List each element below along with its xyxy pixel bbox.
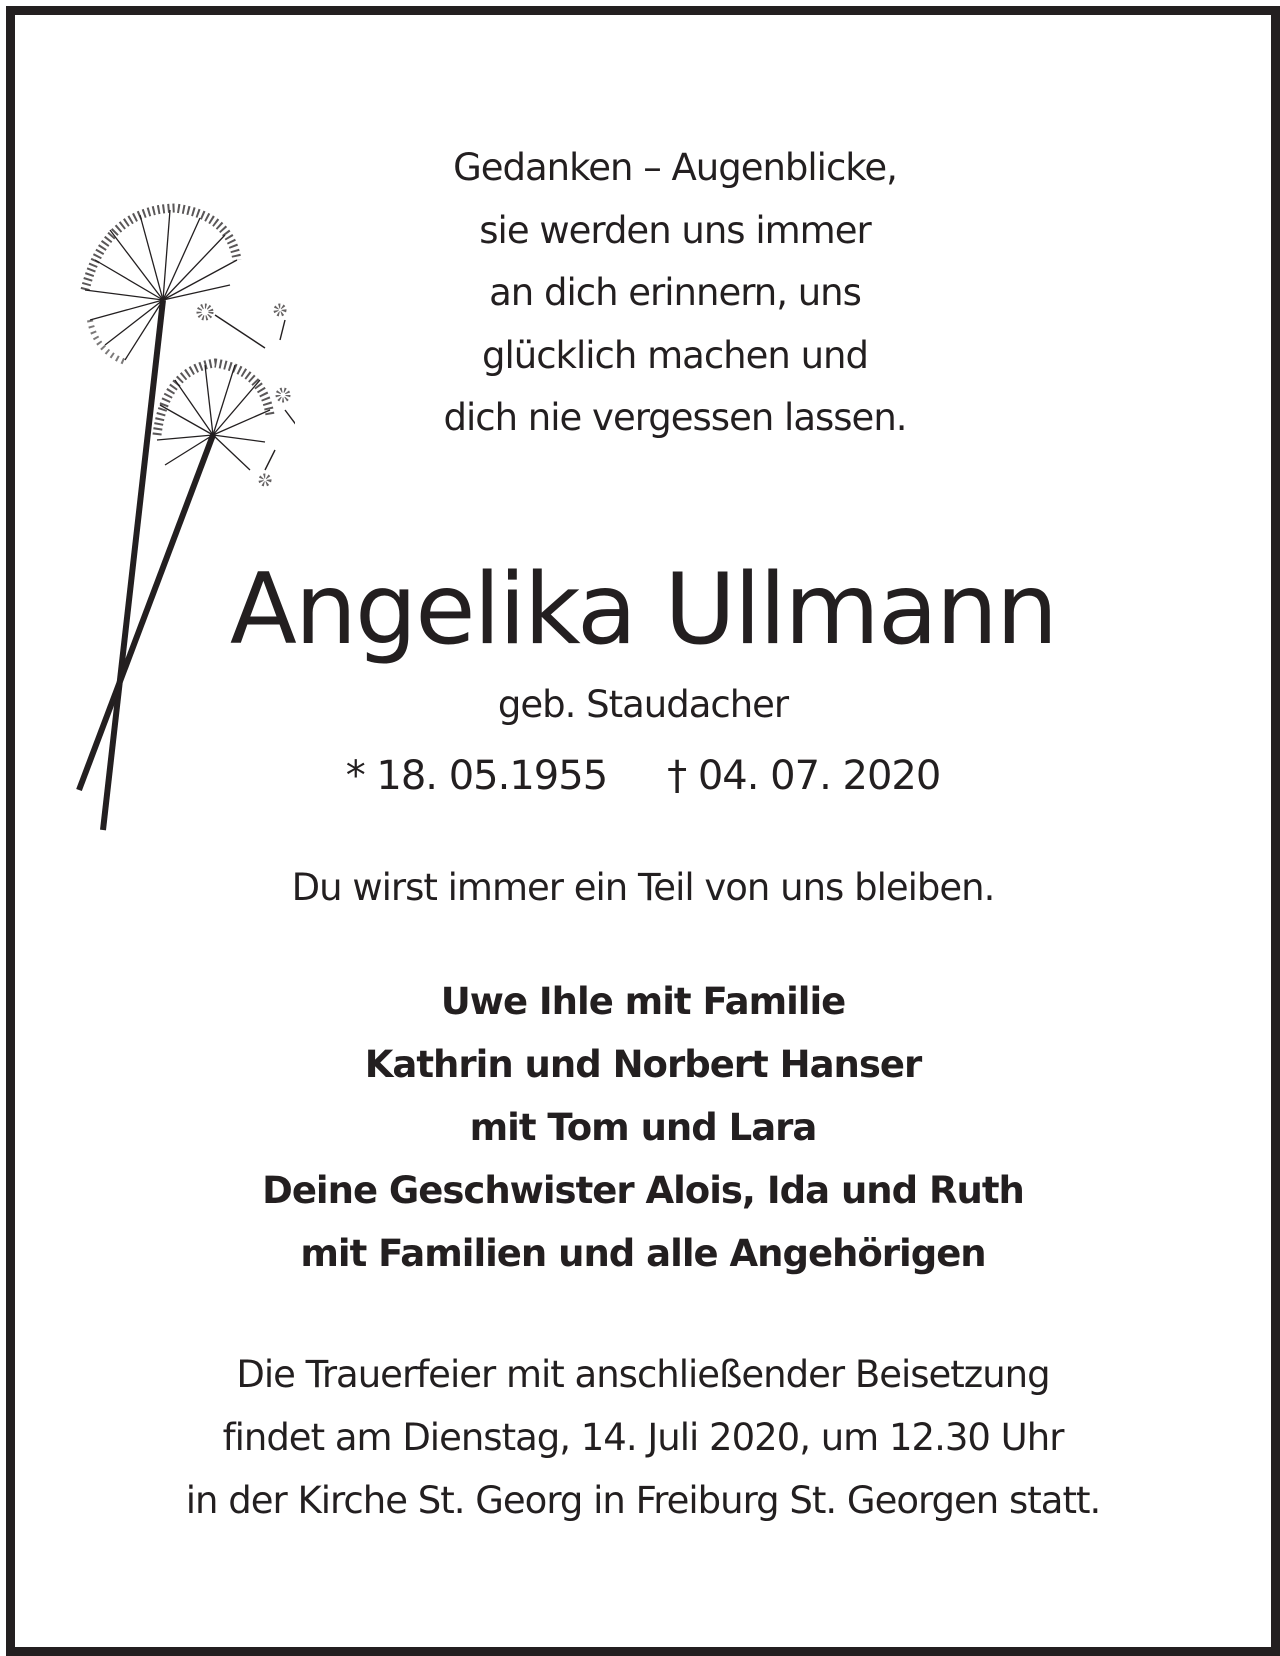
funeral-line: Die Trauerfeier mit anschließender Beisetzung — [236, 1353, 1050, 1396]
death-date: † 04. 07. 2020 — [667, 753, 941, 799]
funeral-line: in der Kirche St. Georg in Freiburg St. Georgen statt. — [185, 1479, 1101, 1522]
funeral-notice — [15, 1343, 1271, 1532]
motto: Du wirst immer ein Teil von uns bleiben. — [291, 866, 995, 909]
mourner-line: Deine Geschwister Alois, Ida und Ruth — [262, 1169, 1024, 1212]
poem-line: dich nie vergessen lassen. — [443, 396, 907, 439]
poem-line: glücklich machen und — [482, 333, 868, 377]
obituary-frame — [6, 6, 1280, 1656]
maiden-name: geb. Staudacher — [497, 683, 789, 726]
poem — [275, 137, 1075, 450]
funeral-line: findet am Dienstag, 14. Juli 2020, um 12.30 Uhr — [222, 1416, 1064, 1459]
poem-line: sie werden uns immer — [479, 208, 871, 252]
birth-date: * 18. 05.1955 — [345, 753, 608, 799]
poem-line: an dich erinnern, uns — [489, 271, 861, 314]
mourners-list — [15, 970, 1271, 1285]
poem-line: Gedanken – Augenblicke, — [453, 146, 897, 189]
mourner-line: Kathrin und Norbert Hanser — [364, 1043, 922, 1086]
life-dates — [15, 750, 1271, 802]
mourner-line: mit Familien und alle Angehörigen — [300, 1232, 986, 1275]
mourner-line: Uwe Ihle mit Familie — [440, 980, 846, 1023]
deceased-name: Angelika Ullmann — [229, 553, 1057, 667]
mourner-line: mit Tom und Lara — [469, 1106, 817, 1149]
